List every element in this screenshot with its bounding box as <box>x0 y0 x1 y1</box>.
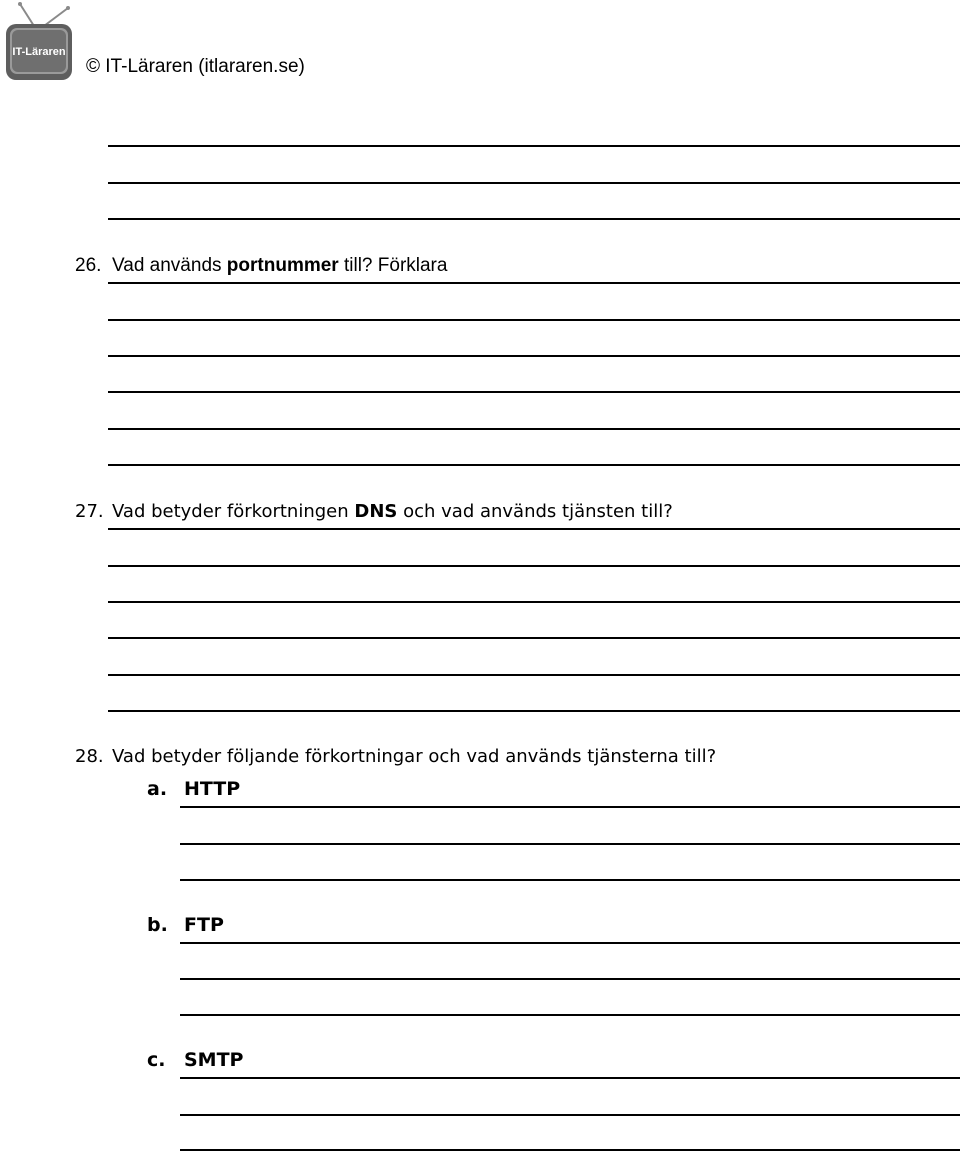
question-keyword: DNS <box>354 501 398 522</box>
answer-line <box>180 1077 960 1079</box>
answer-line <box>108 319 960 321</box>
answer-line <box>180 843 960 845</box>
question-number: 28. <box>75 746 104 767</box>
subquestion-label: SMTP <box>184 1049 244 1071</box>
question-28 <box>75 746 716 767</box>
question-text: och vad används tjänsten till? <box>397 501 673 522</box>
question-text: Vad betyder följande förkortningar och vad används tjänsterna till? <box>112 746 717 767</box>
answer-line <box>108 674 960 676</box>
svg-text:IT-Läraren: IT-Läraren <box>12 46 66 58</box>
subquestion-label: FTP <box>184 914 224 936</box>
answer-line <box>180 1014 960 1016</box>
subquestion-b <box>147 914 224 936</box>
subquestion-letter: c. <box>147 1049 166 1071</box>
question-keyword: portnummer <box>226 255 339 276</box>
answer-line <box>108 391 960 393</box>
answer-line <box>180 942 960 944</box>
question-26 <box>75 255 447 277</box>
question-number: 26. <box>75 255 102 276</box>
answer-line <box>108 218 960 220</box>
question-text: Vad används <box>112 255 227 276</box>
answer-line <box>108 428 960 430</box>
answer-line <box>108 355 960 357</box>
answer-line <box>108 565 960 567</box>
subquestion-label: HTTP <box>184 778 241 800</box>
subquestion-letter: a. <box>147 778 168 800</box>
answer-line <box>108 145 960 147</box>
subquestion-a <box>147 778 240 800</box>
answer-line <box>180 978 960 980</box>
answer-line <box>108 182 960 184</box>
answer-line <box>180 1149 960 1151</box>
question-number: 27. <box>75 501 104 522</box>
subquestion-c <box>147 1049 243 1071</box>
answer-line <box>108 528 960 530</box>
question-27 <box>75 501 673 522</box>
answer-line <box>108 464 960 466</box>
answer-line <box>108 637 960 639</box>
copyright-text: © IT-Läraren (itlararen.se) <box>86 56 305 77</box>
question-text: Vad betyder förkortningen <box>112 501 355 522</box>
answer-line <box>108 601 960 603</box>
it-lararen-logo <box>4 2 76 82</box>
question-text: till? Förklara <box>338 255 448 276</box>
answer-line <box>180 1114 960 1116</box>
answer-line <box>180 879 960 881</box>
answer-line <box>108 710 960 712</box>
answer-line <box>180 806 960 808</box>
answer-line <box>108 282 960 284</box>
subquestion-letter: b. <box>147 914 168 936</box>
